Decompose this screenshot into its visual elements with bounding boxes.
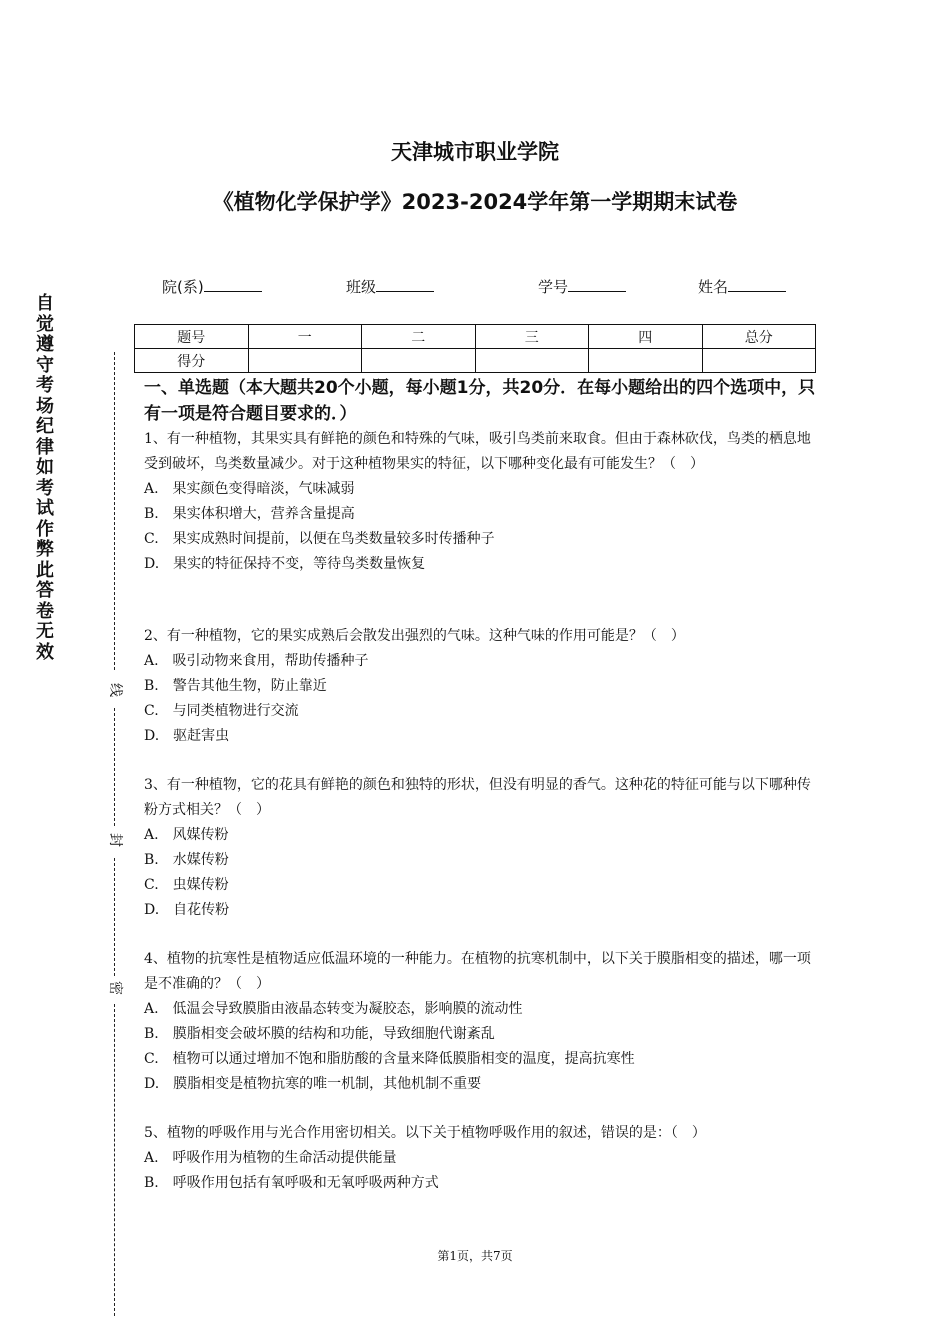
notice-char: 效 [36,641,54,663]
notice-char: 无 [36,621,54,642]
score-header-cell: 一 [248,325,362,349]
notice-char: 纪 [36,416,54,437]
school-title: 天津城市职业学院 [391,140,559,164]
exam-discipline-notice [33,294,57,663]
student-id-blank[interactable] [568,276,626,292]
notice-char: 卷 [36,600,54,622]
score-table [134,324,816,373]
score-header-cell: 二 [362,325,476,349]
score-cell[interactable] [362,349,476,373]
score-header-cell: 题号 [135,325,249,349]
notice-char: 自 [36,293,54,314]
option[interactable]: D. 自花传粉 [144,902,230,918]
option[interactable]: A. 吸引动物来食用，帮助传播种子 [144,653,369,669]
class-field [346,276,434,297]
dept-blank[interactable] [204,276,262,292]
class-blank[interactable] [376,276,434,292]
score-row-label: 得分 [135,349,249,373]
exam-title: 《植物化学保护学》2023-2024学年第一学期期末试卷 [212,190,738,214]
page-number: 第1页，共7页 [437,1249,513,1263]
notice-char: 律 [36,436,54,458]
question-stem: 3、有一种植物，它的花具有鲜艳的颜色和独特的形状，但没有明显的香气。这种花的特征可能与以下哪种传粉方式相关？（ ） [144,777,811,818]
question-stem: 2、有一种植物，它的果实成熟后会散发出强烈的气味。这种气味的作用可能是？（ ） [144,628,685,644]
student-id-label: 学号 [538,278,569,296]
question-stem: 5、植物的呼吸作用与光合作用密切相关。以下关于植物呼吸作用的叙述，错误的是：（ ） [144,1125,706,1141]
seal-dashed-line [114,1004,115,1316]
option[interactable]: A. 呼吸作用为植物的生命活动提供能量 [144,1150,397,1166]
option[interactable]: C. 植物可以通过增加不饱和脂肪酸的含量来降低膜脂相变的温度，提高抗寒性 [144,1051,635,1067]
score-cell[interactable] [475,349,589,373]
seal-seal-label: 封 [107,833,123,847]
question-stem: 4、植物的抗寒性是植物适应低温环境的一种能力。在植物的抗寒机制中，以下关于膜脂相变的描述，哪一项是不准确的？（ ） [144,951,811,992]
question-5 [144,1121,812,1196]
option[interactable]: B. 果实体积增大，营养含量提高 [144,506,355,522]
notice-char: 弊 [36,539,54,560]
option[interactable]: A. 风媒传粉 [144,827,229,843]
dept-label: 院(系) [162,278,204,296]
score-value-row [135,349,816,373]
option[interactable]: A. 低温会导致膜脂由液晶态转变为凝胶态，影响膜的流动性 [144,1001,523,1017]
score-header-cell: 三 [475,325,589,349]
section-heading: 一、单选题（本大题共20个小题，每小题1分，共20分．在每小题给出的四个选项中，只有一项是符合题目要求的．） [144,378,816,424]
notice-char: 考 [36,375,54,396]
notice-char: 作 [36,518,54,540]
option[interactable]: B. 膜脂相变会破坏膜的结构和功能，导致细胞代谢紊乱 [144,1026,495,1042]
name-blank[interactable] [728,276,786,292]
class-label: 班级 [346,278,377,296]
notice-char: 如 [36,457,54,478]
question-4 [144,947,812,1097]
seal-line-label: 线 [107,683,123,697]
option[interactable]: B. 呼吸作用包括有氧呼吸和无氧呼吸两种方式 [144,1175,439,1191]
notice-char: 试 [36,498,54,519]
seal-dashed-line [114,708,115,826]
seal-dashed-line [114,352,115,670]
question-1 [144,427,812,577]
option[interactable]: D. 驱赶害虫 [144,728,230,744]
notice-char: 场 [36,395,54,417]
option[interactable]: B. 警告其他生物，防止靠近 [144,678,327,694]
score-cell[interactable] [248,349,362,373]
score-header-row [135,325,816,349]
option[interactable]: D. 膜脂相变是植物抗寒的唯一机制，其他机制不重要 [144,1076,482,1092]
question-3 [144,773,812,923]
score-header-cell: 总分 [702,325,816,349]
option[interactable]: A. 果实颜色变得暗淡，气味减弱 [144,481,355,497]
option[interactable]: C. 与同类植物进行交流 [144,703,299,719]
notice-char: 守 [36,354,54,376]
option[interactable]: C. 虫媒传粉 [144,877,229,893]
notice-char: 答 [36,580,54,601]
score-header-cell: 四 [589,325,703,349]
option[interactable]: C. 果实成熟时间提前，以便在鸟类数量较多时传播种子 [144,531,495,547]
question-stem: 1、有一种植物，其果实具有鲜艳的颜色和特殊的气味，吸引鸟类前来取食。但由于森林砍伐，鸟类的栖息地受到破坏，鸟类数量减少。对于这种植物果实的特征，以下哪种变化最有可能发生？（ ） [144,431,811,472]
notice-char: 遵 [36,334,54,355]
notice-char: 此 [36,559,54,581]
dept-field [162,276,262,297]
score-cell[interactable] [702,349,816,373]
option[interactable]: D. 果实的特征保持不变，等待鸟类数量恢复 [144,556,426,572]
seal-dashed-line [114,858,115,976]
name-field [698,276,786,297]
notice-char: 考 [36,477,54,499]
name-label: 姓名 [698,278,729,296]
option[interactable]: B. 水媒传粉 [144,852,229,868]
notice-char: 觉 [36,313,54,335]
seal-close-label: 密 [107,981,123,995]
question-2 [144,624,812,749]
student-id-field [538,276,626,297]
score-cell[interactable] [589,349,703,373]
